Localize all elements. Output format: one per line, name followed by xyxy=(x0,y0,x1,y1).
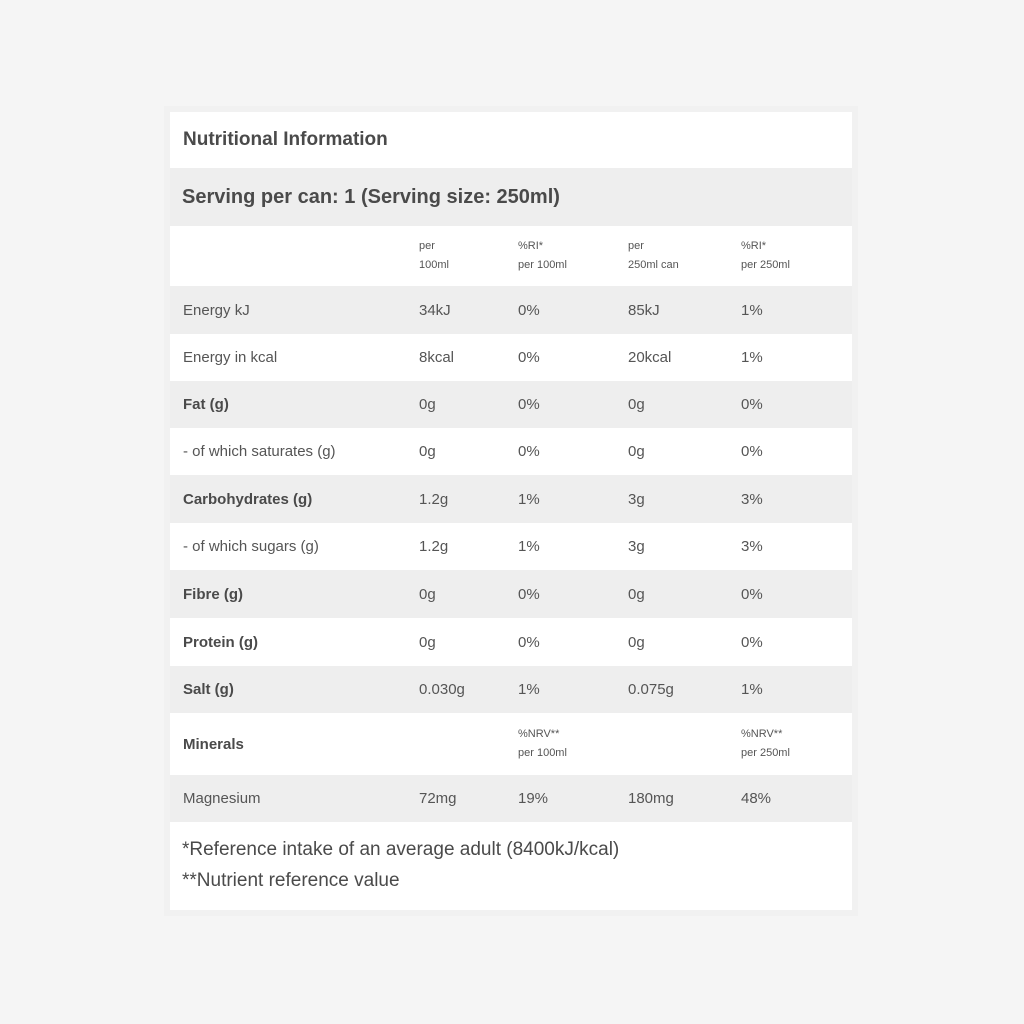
cell-value: 0g xyxy=(628,633,645,651)
cell-value: 0g xyxy=(628,396,645,413)
cell-value: 0% xyxy=(741,633,763,651)
cell-value: 0g xyxy=(628,443,645,460)
cell-value: 0g xyxy=(628,585,645,603)
cell-value: 1% xyxy=(518,490,540,508)
cell-value: 0% xyxy=(741,396,763,413)
cell-value: 1% xyxy=(518,681,540,698)
cell-value: 19% xyxy=(518,790,549,807)
cell-value: 0% xyxy=(741,585,763,603)
header-ri-250ml: %RI* per 250ml xyxy=(741,240,790,271)
cell-value: 0g xyxy=(419,633,436,651)
cell-value: 3% xyxy=(741,490,763,508)
cell-value: 1% xyxy=(741,681,763,698)
nrv-250ml-header: %NRV** per 250ml xyxy=(741,728,790,759)
table-row xyxy=(170,475,852,523)
row-label: Salt (g) xyxy=(183,681,234,698)
cell-value: 0.075g xyxy=(628,681,674,698)
footnote-ri: *Reference intake of an average adult (8400kJ/kcal) xyxy=(182,839,620,860)
table-row xyxy=(170,570,852,618)
header-ri-100ml: %RI* per 100ml xyxy=(518,240,567,271)
cell-value: 85kJ xyxy=(628,301,660,319)
cell-value: 8kcal xyxy=(419,349,455,366)
cell-value: 0% xyxy=(518,443,540,460)
cell-value: 180mg xyxy=(628,790,674,807)
row-label: Protein (g) xyxy=(183,633,258,651)
cell-value: 1% xyxy=(741,301,763,319)
cell-value: 0.030g xyxy=(419,681,465,698)
nutrient-rows xyxy=(170,286,852,713)
table-row xyxy=(170,428,852,475)
row-label: Energy kJ xyxy=(183,301,250,319)
minerals-label: Minerals xyxy=(183,735,244,753)
cell-value: 3% xyxy=(741,538,763,555)
table-row xyxy=(170,666,852,713)
cell-value: 0g xyxy=(419,396,436,413)
cell-value: 1% xyxy=(518,538,540,555)
nutrition-card xyxy=(170,112,852,910)
row-label: - of which saturates (g) xyxy=(183,443,336,460)
cell-value: 20kcal xyxy=(628,349,672,366)
serving-info: Serving per can: 1 (Serving size: 250ml) xyxy=(170,168,852,226)
cell-value: 34kJ xyxy=(419,301,451,319)
footnotes xyxy=(170,822,852,910)
cell-value: 0% xyxy=(518,633,540,651)
header-per-250ml: per 250ml can xyxy=(628,240,679,271)
cell-value: 72mg xyxy=(419,790,457,807)
footnote-nrv: **Nutrient reference value xyxy=(182,870,400,891)
cell-value: 0% xyxy=(518,396,540,413)
cell-value: 0g xyxy=(419,585,436,603)
row-label: Energy in kcal xyxy=(183,349,278,366)
table-row xyxy=(170,334,852,381)
row-label: Fat (g) xyxy=(183,396,229,413)
row-label: Fibre (g) xyxy=(183,585,243,603)
cell-value: 0% xyxy=(518,349,540,366)
cell-value: 1% xyxy=(741,349,763,366)
cell-value: 0g xyxy=(419,443,436,460)
cell-value: 0% xyxy=(518,585,540,603)
nrv-100ml-header: %NRV** per 100ml xyxy=(518,728,567,759)
cell-value: 48% xyxy=(741,790,772,807)
table-row xyxy=(170,523,852,570)
cell-value: 1.2g xyxy=(419,538,449,555)
table-row xyxy=(170,618,852,666)
card-title: Nutritional Information xyxy=(183,129,388,150)
row-label: Carbohydrates (g) xyxy=(183,490,313,508)
table-row xyxy=(170,381,852,428)
cell-value: 3g xyxy=(628,490,645,508)
minerals-header xyxy=(170,713,852,775)
cell-value: 0% xyxy=(518,301,540,319)
table-header xyxy=(170,226,852,286)
row-label: Magnesium xyxy=(183,790,261,807)
cell-value: 0% xyxy=(741,443,763,460)
table-row xyxy=(170,286,852,334)
magnesium-row xyxy=(170,775,852,822)
cell-value: 3g xyxy=(628,538,645,555)
cell-value: 1.2g xyxy=(419,490,449,508)
row-label: - of which sugars (g) xyxy=(183,538,319,555)
header-per-100ml: per 100ml xyxy=(419,240,449,271)
